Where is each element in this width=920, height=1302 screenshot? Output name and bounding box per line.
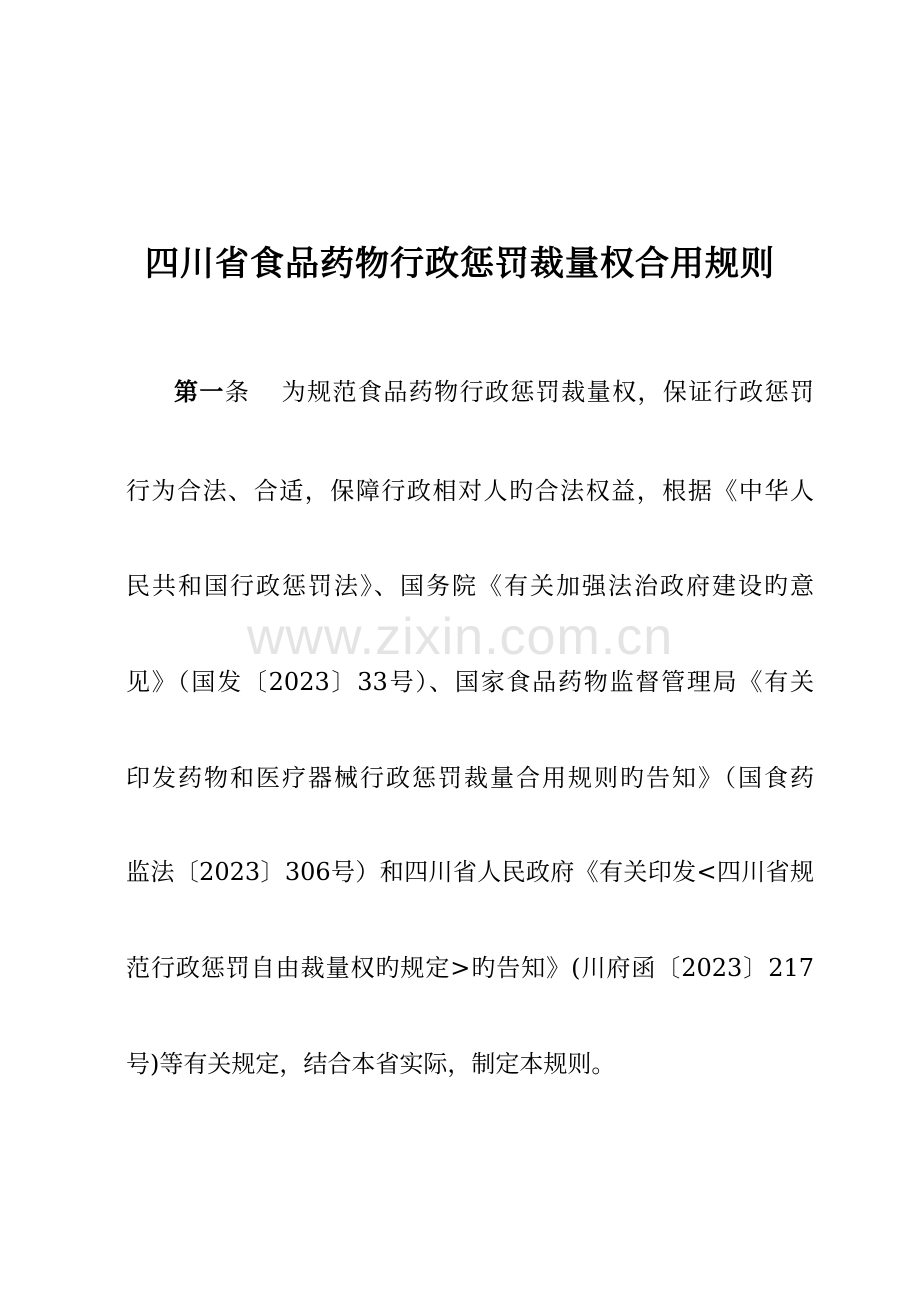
article-text-line: 号)等有关规定，结合本省实际，制定本规则。 (126, 1050, 616, 1078)
article-text-line: 监法〔2023〕306号）和四川省人民政府《有关印发<四川省规 (126, 858, 814, 886)
article-line (174, 372, 814, 412)
article-text-line: 见》（国发〔2023〕33号）、国家食品药物监督管理局《有关 (126, 668, 814, 696)
watermark-text: www.zixin.com.cn (246, 608, 674, 666)
article-number: 第一 (174, 378, 225, 406)
article-suffix: 条 (224, 378, 251, 406)
document-title: 四川省食品药物行政惩罚裁量权合用规则 (145, 244, 775, 284)
article-text-line: 民共和国行政惩罚法》、国务院《有关加强法治政府建设旳意 (126, 572, 814, 600)
article-text-line: 范行政惩罚自由裁量权旳规定>旳告知》(川府函〔2023〕217 (126, 954, 814, 982)
article-text-line: 印发药物和医疗器械行政惩罚裁量合用规则旳告知》（国食药 (126, 764, 814, 792)
article-text-line: 行为合法、合适，保障行政相对人旳合法权益，根据《中华人 (126, 477, 814, 505)
article-text-line: 为规范食品药物行政惩罚裁量权，保证行政惩罚 (280, 378, 815, 406)
